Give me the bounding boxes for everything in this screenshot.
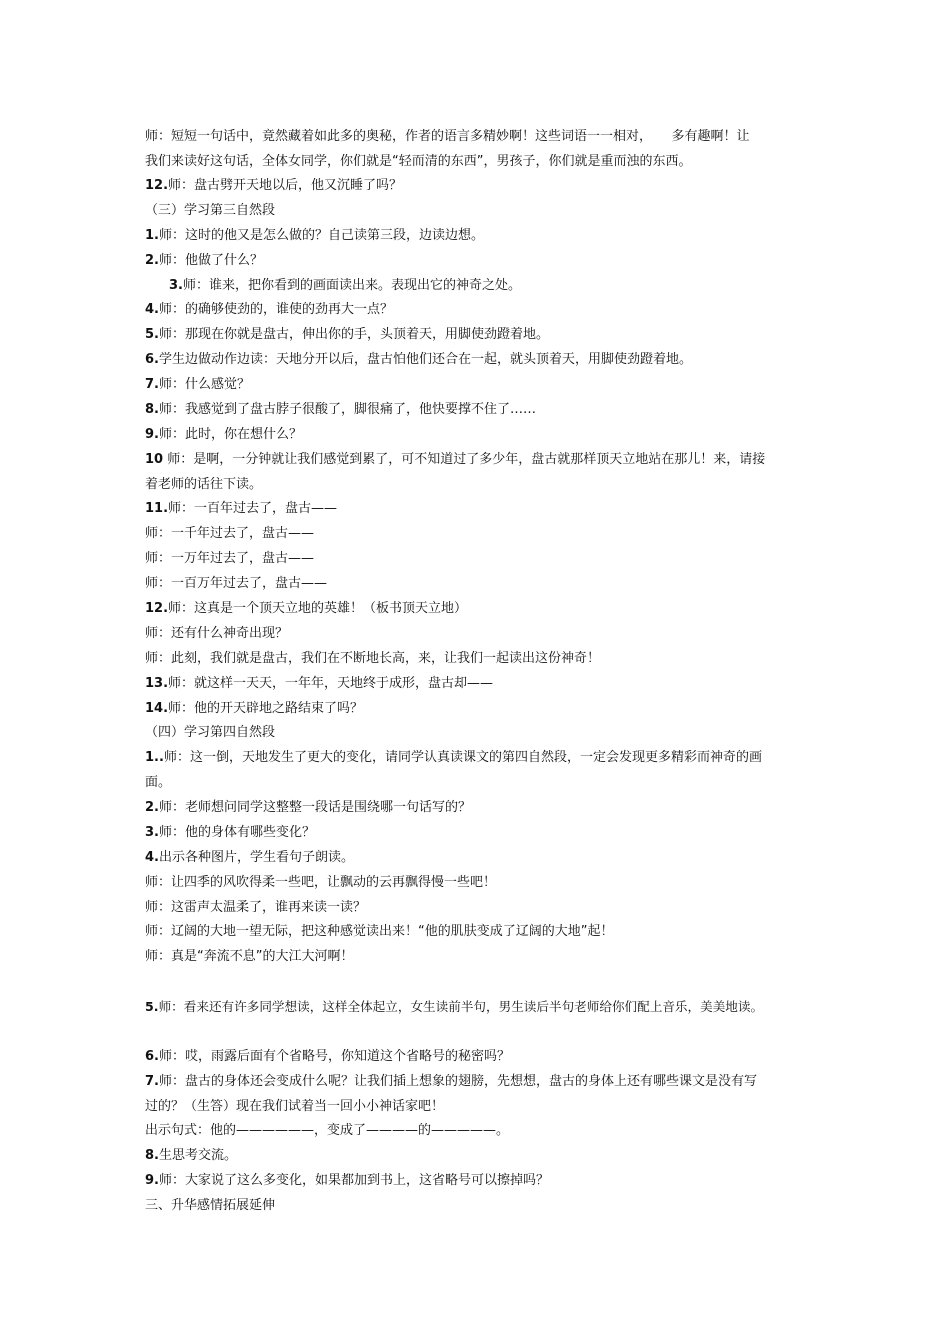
line-text: 师：他的开天辟地之路结束了吗？ [168,701,364,716]
item-number: 12. [145,178,169,193]
text-line [145,524,314,544]
text-line [145,922,613,942]
text-line [145,748,762,768]
item-number: 2. [145,800,159,815]
text-line [145,649,600,669]
line-text: 我们来读好这句话，全体女同学，你们就是“轻而清的东西”，男孩子，你们就是重而浊的东西。 [145,154,692,169]
line-text: 师：盘古的身体还会变成什么呢？让我们插上想象的翅膀，先想想，盘古的身体上还有哪些课文是没有写 [158,1074,757,1089]
text-line [145,997,763,1017]
text-line [145,400,536,420]
line-text: 师：是啊，一分钟就让我们感觉到累了，可不知道过了多少年，盘古就那样顶天立地站在那儿！来，请接 [163,452,766,467]
line-text: 师：的确够使劲的，谁使的劲再大一点？ [158,302,393,317]
text-line [145,499,337,519]
line-text: 师：辽阔的大地一望无际，把这种感觉读出来！“他的肌肤变成了辽阔的大地”起！ [145,924,614,939]
text-line [145,325,549,345]
item-number: 13. [145,676,169,691]
line-text: （四）学习第四自然段 [145,725,276,740]
item-number: 8. [145,1148,159,1163]
line-text: 着老师的话往下读。 [145,477,263,492]
item-number: 6. [145,352,159,367]
item-number: 10 [145,452,164,467]
line-text: 师：一千年过去了，盘古—— [145,526,315,541]
text-line [145,549,314,569]
text-line [145,624,288,644]
line-text: 师：谁来，把你看到的画面读出来。表现出它的神奇之处。 [182,278,521,293]
text-line [145,375,250,395]
line-text: 师：这雷声太温柔了，谁再来读一读？ [145,900,367,915]
section-heading [145,1196,275,1216]
item-number: 5. [145,327,159,342]
text-line [145,599,467,619]
line-text: 师：此时，你在想什么？ [158,427,302,442]
text-line [145,1146,237,1166]
line-text: 师：那现在你就是盘古，伸出你的手，头顶着天，用脚使劲蹬着地。 [158,327,549,342]
text-line [145,947,353,967]
line-text: 师：这真是一个顶天立地的英雄！（板书顶天立地） [168,601,468,616]
line-text: （三）学习第三自然段 [145,203,276,218]
line-text: 出示各种图片，学生看句子朗读。 [158,850,354,865]
text-line [145,127,750,147]
text-line [145,251,263,271]
text-line [145,152,691,172]
text-line [145,798,471,818]
text-line [145,475,262,495]
item-number: 1.. [145,750,164,765]
item-number: 9. [145,1173,159,1188]
item-number: 4. [145,302,159,317]
text-line [145,176,402,196]
text-line [145,350,692,370]
text-line [145,674,493,694]
line-text: 师：还有什么神奇出现？ [145,626,289,641]
item-number: 14. [145,701,169,716]
text-line [145,450,765,470]
text-line [145,873,496,893]
line-text: 出示句式：他的——————，变成了————的—————。 [145,1123,510,1138]
line-text: 师：此刻，我们就是盘古，我们在不断地长高，来，让我们一起读出这份神奇！ [145,651,601,666]
line-text: 学生边做动作边读：天地分开以后，盘古怕他们还合在一起，就头顶着天，用脚使劲蹬着地。 [158,352,692,367]
text-line [145,699,363,719]
text-line [145,1171,549,1191]
line-text: 三、升华感情拓展延伸 [145,1198,276,1213]
line-text: 师：这一倒，天地发生了更大的变化，请同学认真读课文的第四自然段，一定会发现更多精彩而神奇的画 [163,750,762,765]
line-text: 师：这时的他又是怎么做的？自己读第三段，边读边想。 [158,228,484,243]
text-line [145,300,393,320]
item-number: 11. [145,501,169,516]
text-line [145,773,171,793]
line-text: 师：真是“奔流不息”的大江大河啊！ [145,949,354,964]
item-number: 8. [145,402,159,417]
line-text: 师：盘古劈开天地以后，他又沉睡了吗？ [168,178,403,193]
line-text: 师：什么感觉？ [158,377,250,392]
text-line [145,1047,510,1067]
line-text: 师：看来还有许多同学想读，这样全体起立，女生读前半句，男生读后半句老师给你们配上音乐，美美地读。 [158,999,764,1014]
text-line [145,1121,509,1141]
line-text: 师：让四季的风吹得柔一些吧，让飘动的云再飘得慢一些吧！ [145,875,497,890]
text-line [145,898,366,918]
item-number: 2. [145,253,159,268]
text-line [145,425,302,445]
item-number: 6. [145,1049,159,1064]
line-text: 生思考交流。 [158,1148,237,1163]
line-text: 师：大家说了这么多变化，如果都加到书上，这省略号可以擦掉吗？ [158,1173,549,1188]
item-number: 12. [145,601,169,616]
section-heading [145,201,275,221]
item-number: 1. [145,228,159,243]
text-line [145,1072,757,1092]
line-text: 师：他的身体有哪些变化？ [158,825,315,840]
line-text: 师：一百万年过去了，盘古—— [145,576,328,591]
item-number: 7. [145,377,159,392]
item-number: 5. [145,999,159,1014]
line-text: 师：一百年过去了，盘古—— [168,501,338,516]
line-text: 师：一万年过去了，盘古—— [145,551,315,566]
line-text: 师：老师想问同学这整整一段话是围绕哪一句话写的？ [158,800,471,815]
text-line [145,848,354,868]
text-line [169,276,521,296]
text-line [145,1097,444,1117]
item-number: 7. [145,1074,159,1089]
text-line [145,226,484,246]
line-text: 过的？（生答）现在我们试着当一回小小神话家吧！ [145,1099,445,1114]
item-number: 3. [169,278,183,293]
line-text: 师：就这样一天天，一年年，天地终于成形，盘古却—— [168,676,494,691]
line-text: 师：哎，雨露后面有个省略号，你知道这个省略号的秘密吗？ [158,1049,510,1064]
text-line [145,823,315,843]
line-text: 师：我感觉到了盘古脖子很酸了，脚很痛了，他快要撑不住了…… [158,402,536,417]
line-text: 面。 [145,775,172,790]
item-number: 4. [145,850,159,865]
section-heading [145,723,275,743]
text-line [145,574,327,594]
line-text: 师：短短一句话中，竟然藏着如此多的奥秘，作者的语言多精妙啊！这些词语一一相对， 多有趣啊！让 [145,129,750,144]
line-text: 师：他做了什么？ [158,253,263,268]
item-number: 9. [145,427,159,442]
item-number: 3. [145,825,159,840]
